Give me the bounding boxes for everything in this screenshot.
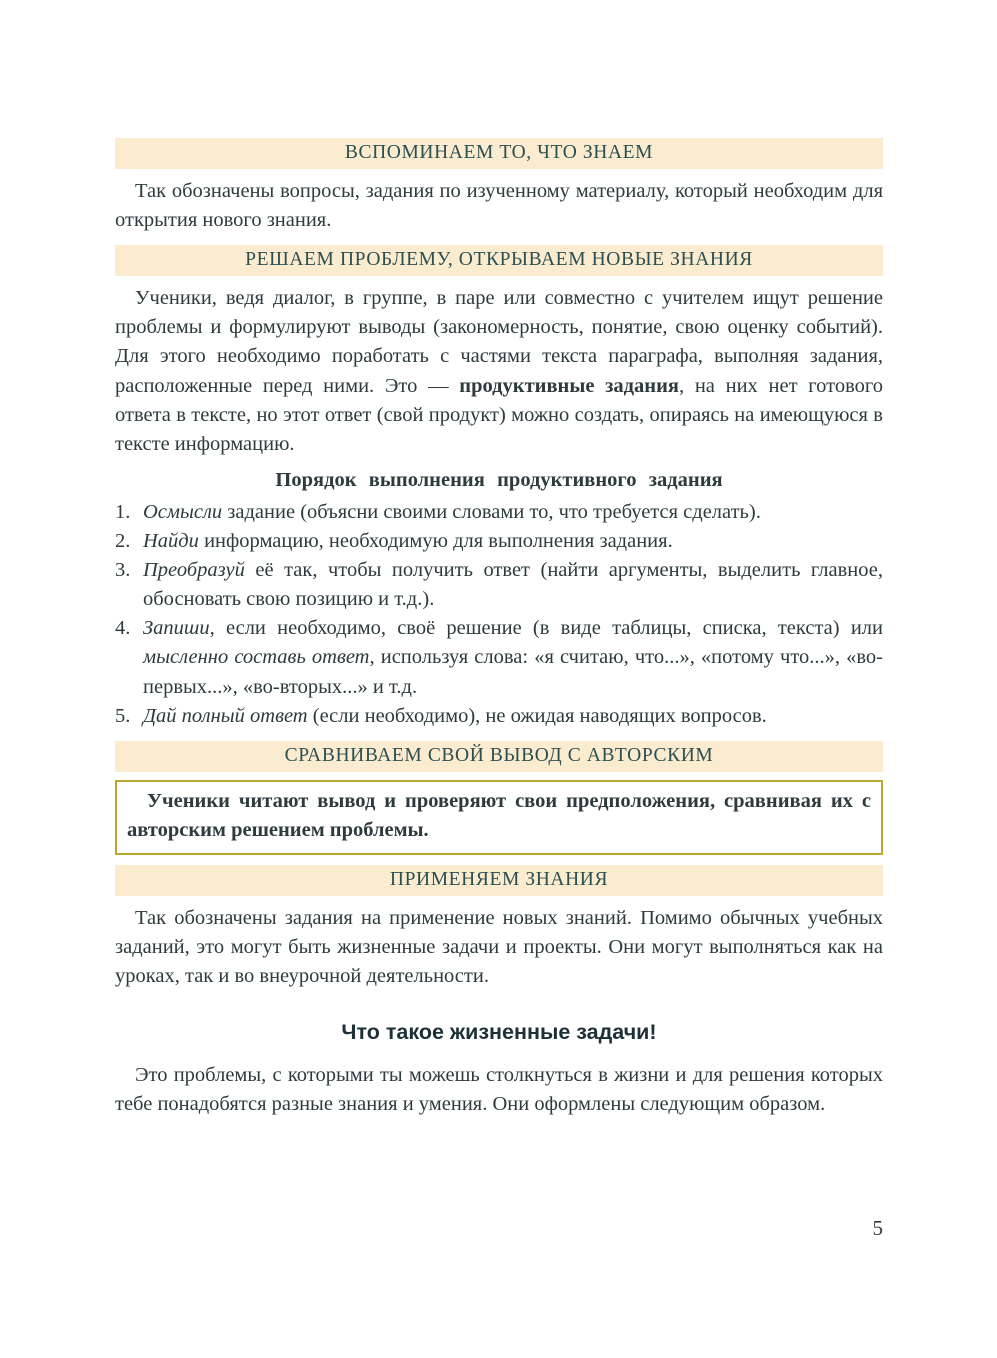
list-item-text: Найди информацию, необходимую для выполнения задания. <box>143 529 673 552</box>
list-item-number: 5. <box>115 704 131 727</box>
list-item <box>115 556 883 614</box>
life-tasks-heading: Что такое жизненные задачи! <box>341 1019 657 1044</box>
page-number: 5 <box>872 1216 883 1240</box>
list-item-text: Дай полный ответ (если необходимо), не ожидая наводящих вопросов. <box>143 704 767 727</box>
list-item-number: 1. <box>115 500 131 523</box>
list-item-text: Запиши, если необходимо, своё решение (в виде таблицы, списка, текста) или мысленно составь ответ, используя слова: «я считаю, что...», «потому что...», «во-первых...», «во-вторых...» и т.д. <box>143 617 883 698</box>
list-item-text: Преобразуй её так, чтобы получить ответ (найти аргументы, выделить главное, обосновать свою позицию и т.д.). <box>143 559 883 611</box>
list-item <box>115 498 883 527</box>
section-band-solve <box>115 245 883 276</box>
list-item-text: Осмысли задание (объясни своими словами то, что требуется сделать). <box>143 500 761 523</box>
list-item <box>115 527 883 556</box>
compare-conclusion-box: Ученики читают вывод и проверяют свои предположения, сравнивая их с авторским решением проблемы. <box>115 780 883 855</box>
list-item-number: 3. <box>115 559 131 582</box>
list-item <box>115 614 883 701</box>
procedure-list <box>115 498 883 731</box>
section-band-recall-label: ВСПОМИНАЕМ ТО, ЧТО ЗНАЕМ <box>344 142 654 163</box>
list-item <box>115 702 883 731</box>
list-item-number: 2. <box>115 529 131 552</box>
section-band-apply-label: ПРИМЕНЯЕМ ЗНАНИЯ <box>389 869 609 891</box>
section-band-compare-label: СРАВНИВАЕМ СВОЙ ВЫВОД С АВТОРСКИМ <box>284 744 714 766</box>
paragraph-apply-description: Так обозначены задания на применение новых знаний. Помимо обычных учебных заданий, это могут быть жизненные задачи и проекты. Они могут выполняться как на уроках, так и во внеурочной деятельности. <box>115 907 883 988</box>
section-band-apply <box>115 865 883 896</box>
paragraph-solve-description: Ученики, ведя диалог, в группе, в паре или совместно с учителем ищут решение проблемы и формулируют выводы (закономерность, понятие, свою оценку событий). Для этого необходимо поработать с частями текста параграфа, выполняя задания, расположенные перед ними. Это — продуктивные задания, на них нет готового ответа в тексте, но этот ответ (свой продукт) можно создать, опираясь на имеющуюся в тексте информацию. <box>115 287 884 455</box>
paragraph-life-tasks-description: Это проблемы, с которыми ты можешь столкнуться в жизни и для решения которых тебе понадобятся разные знания и умения. Они оформлены следующим образом. <box>115 1063 883 1115</box>
section-band-solve-label: РЕШАЕМ ПРОБЛЕМУ, ОТКРЫВАЕМ НОВЫЕ ЗНАНИЯ <box>245 249 753 271</box>
section-band-recall <box>115 138 883 169</box>
procedure-title: Порядок выполнения продуктивного задания <box>275 468 723 491</box>
section-band-compare <box>115 741 883 772</box>
page-content <box>115 138 883 1129</box>
list-item-number: 4. <box>115 617 131 640</box>
paragraph-recall-description: Так обозначены вопросы, задания по изученному материалу, который необходим для открытия нового знания. <box>115 180 883 232</box>
